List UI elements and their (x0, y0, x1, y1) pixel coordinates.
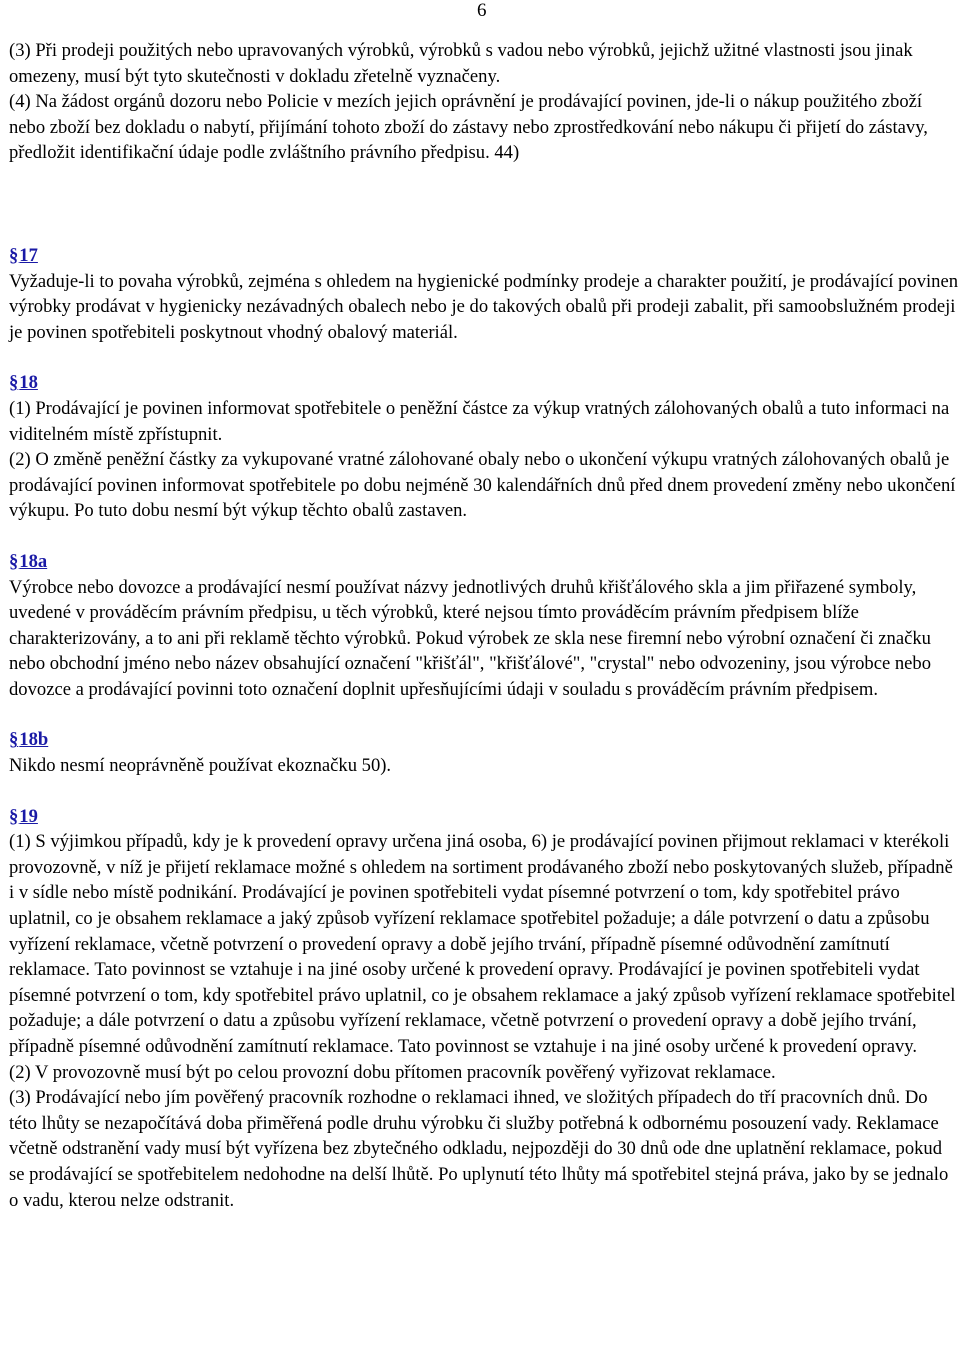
section-paragraph: Výrobce nebo dovozce a prodávající nesmí používat názvy jednotlivých druhů křišťálového skla a jim přiřazené symboly, uvedené v prováděcím právním předpisu, u těch výrobků, které nejsou tímto prováděcím právním předpisem blíže charakterizovány, a to ani při reklamě těchto výrobků. Pokud výrobek ze skla nese firemní nebo výrobní označení či značku nebo obchodní jméno nebo název obsahující označení "křišťál", "křišťálové", "crystal" nebo odvozeniny, jsou výrobce nebo dovozce a prodávající povinni toto označení doplnit upřesňujícími údaji v souladu s prováděcím právním předpisem. (9, 576, 931, 700)
paragraph-16-4: (4) Na žádost orgánů dozoru nebo Policie v mezích jejich oprávnění je prodávající povinen, jde-li o nákup použitého zboží nebo zboží bez dokladu o nabytí, přijímání tohoto zboží do zástavy nebo zprostředkování nebo nákupu či přijetí do zástavy, předložit identifikační údaje podle zvláštního právního předpisu. 44) (9, 91, 928, 164)
section-paragraph: (1) S výjimkou případů, kdy je k provedení opravy určena jiná osoba, 6) je prodávající povinen přijmout reklamaci v kterékoli provozovně, v níž je přijetí reklamace možné s ohledem na sortiment prodávaného zboží nebo poskytovaných služeb, případně i v sídle nebo místě podnikání. Prodávající je povinen spotřebiteli vydat písemné potvrzení o tom, kdy spotřebitel právo uplatnil, co je obsahem reklamace a jaký způsob vyřízení reklamace spotřebitel požaduje; a dále potvrzení o datu a způsobu vyřízení reklamace, včetně potvrzení o provedení opravy a době jejího trvání, případně písemné odůvodnění zamítnutí reklamace. Tato povinnost se vztahuje i na jiné osoby určené k provedení opravy. Prodávající je povinen spotřebiteli vydat písemné potvrzení o tom, kdy spotřebitel právo uplatnil, co je obsahem reklamace a jaký způsob vyřízení reklamace spotřebitel požaduje; a dále potvrzení o datu a způsobu vyřízení reklamace, včetně potvrzení o provedení opravy a době jejího trvání, případně písemné odůvodnění zamítnutí reklamace. Tato povinnost se vztahuje i na jiné osoby určené k provedení opravy. (9, 831, 956, 1057)
section-18 (9, 370, 959, 524)
section-17 (9, 243, 959, 345)
section-sign: § (9, 372, 19, 394)
section-paragraph: (3) Prodávající nebo jím pověřený pracovník rozhodne o reklamaci ihned, ve složitých případech do tří pracovních dnů. Do této lhůty se nezapočítává doba přiměřená podle druhu výrobku či služby potřebná k odbornému posouzení vady. Reklamace včetně odstranění vady musí být vyřízena bez zbytečného odkladu, nejpozději do 30 dnů ode dne uplatnění reklamace, pokud se prodávající se spotřebitelem nedohodne na delší lhůtě. Po uplynutí této lhůty má spotřebitel stejná práva, jako by se jednalo o vadu, kterou nelze odstranit. (9, 1087, 949, 1211)
section-paragraph: (1) Prodávající je povinen informovat spotřebitele o peněžní částce za výkup vratných zálohovaných obalů a tuto informaci na viditelném místě zpřístupnit. (9, 397, 950, 445)
section-heading-18a[interactable]: §18a (9, 550, 48, 572)
paragraph-16-3: (3) Při prodeji použitých nebo upravovaných výrobků, výrobků s vadou nebo výrobků, jejichž užitné vlastnosti jsou jinak omezeny, musí být tyto skutečnosti v dokladu zřetelně vyznačeny. (9, 40, 913, 87)
page-number: 6 (477, 0, 487, 21)
section-heading-18[interactable]: §18 (9, 372, 38, 394)
section-heading-19[interactable]: §19 (9, 805, 38, 827)
section-heading-17[interactable]: §17 (9, 244, 38, 266)
section-sign: § (9, 729, 19, 751)
section-sign: § (9, 805, 19, 827)
section-heading-18b[interactable]: §18b (9, 729, 49, 751)
section-18a (9, 549, 959, 703)
section-paragraph: Vyžaduje-li to povaha výrobků, zejména s ohledem na hygienické podmínky prodeje a charakter použití, je prodávající povinen výrobky prodávat v hygienicky nezávadných obalech nebo je do takových obalů při prodeji zabalit, při samoobslužném prodeji je povinen spotřebiteli poskytnout vhodný obalový materiál. (9, 270, 958, 343)
section-sign: § (9, 550, 19, 572)
section-paragraph: (2) O změně peněžní částky za vykupované vratné zálohované obaly nebo o ukončení výkupu vratných zálohovaných obalů je prodávající povinen informovat spotřebitele po dobu nejméně 30 kalendářních dnů před dnem provedení změny nebo ukončení výkupu. Po tuto dobu nesmí být výkup těchto obalů zastaven. (9, 449, 956, 522)
section-18b (9, 727, 959, 778)
section-paragraph: Nikdo nesmí neoprávněně používat ekoznačku 50). (9, 755, 392, 777)
section-paragraph: (2) V provozovně musí být po celou provozní dobu přítomen pracovník pověřený vyřizovat reklamace. (9, 1061, 776, 1083)
section-sign: § (9, 244, 19, 266)
section-19 (9, 804, 959, 1214)
document-body (9, 38, 959, 1213)
